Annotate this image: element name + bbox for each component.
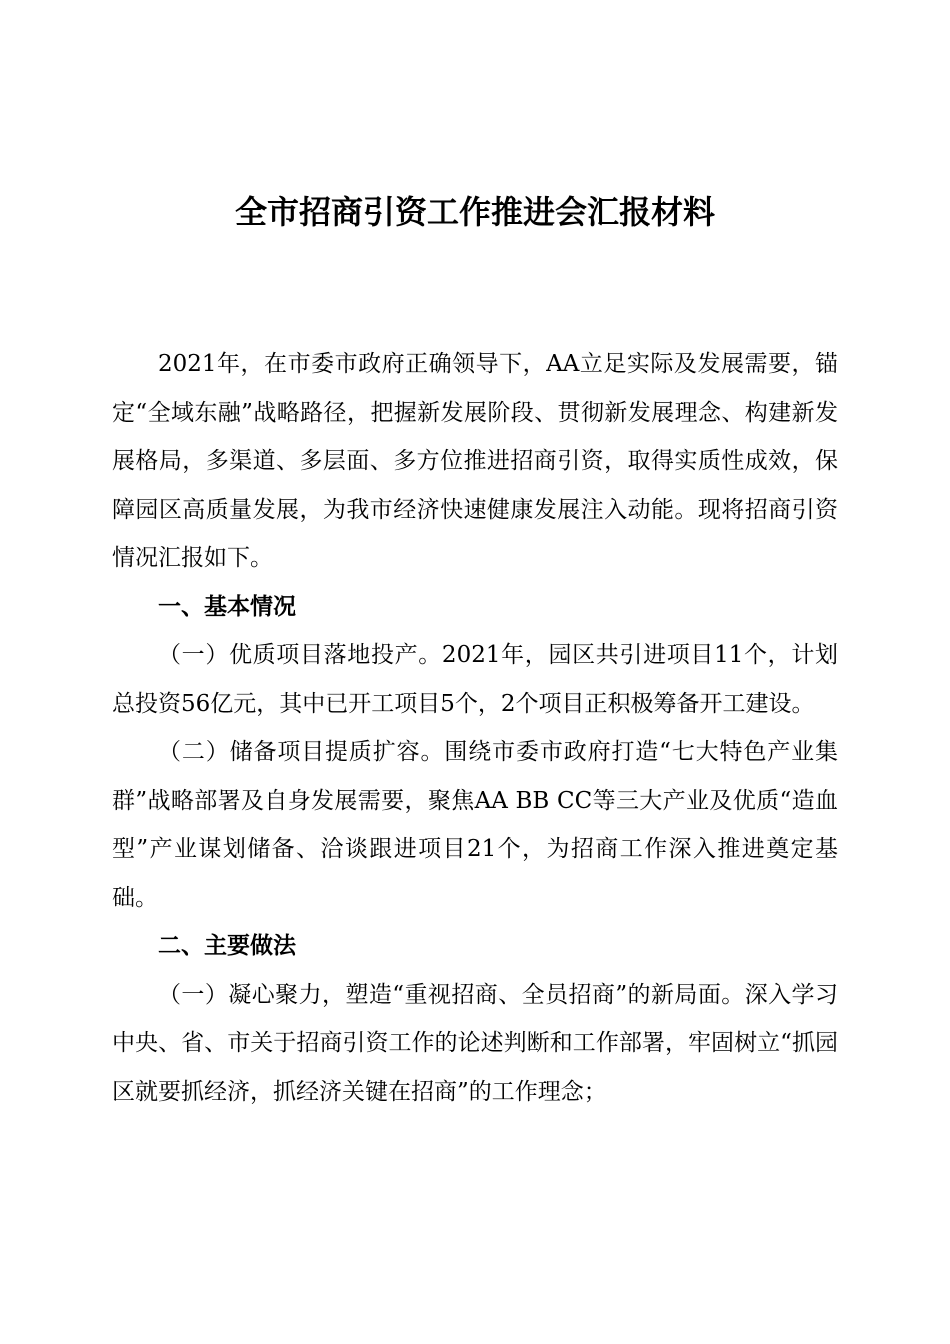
section-heading-main-practices: 二、主要做法 (158, 933, 296, 959)
document-body (112, 340, 838, 1116)
paragraph-unite-efforts: （一）凝心聚力，塑造“重视招商、全员招商”的新局面。深入学习中央、省、市关于招商引资工作的论述判断和工作部署，牢固树立“抓园区就要抓经济，抓经济关键在招商”的工作理念； (112, 981, 838, 1105)
section-heading-basic-situation: 一、基本情况 (158, 593, 296, 620)
document-title: 全市招商引资工作推进会汇报材料 (234, 193, 715, 231)
paragraph-reserve-projects: （二）储备项目提质扩容。围绕市委市政府打造“七大特色产业集群”战略部署及自身发展需要，聚焦AA BB CC等三大产业及优质“造血型”产业谋划储备、洽谈跟进项目21个，为招商工作深入推进奠定基础。 (112, 739, 838, 911)
paragraph-intro: 2021年，在市委市政府正确领导下，AA立足实际及发展需要，锚定“全域东融”战略路径，把握新发展阶段、贯彻新发展理念、构建新发展格局，多渠道、多层面、多方位推进招商引资，取得实质性成效，保障园区高质量发展，为我市经济快速健康发展注入动能。现将招商引资情况汇报如下。 (112, 351, 838, 571)
paragraph-quality-projects: （一）优质项目落地投产。2021年，园区共引进项目11个，计划总投资56亿元，其中已开工项目5个，2个项目正积极筹备开工建设。 (112, 642, 838, 717)
